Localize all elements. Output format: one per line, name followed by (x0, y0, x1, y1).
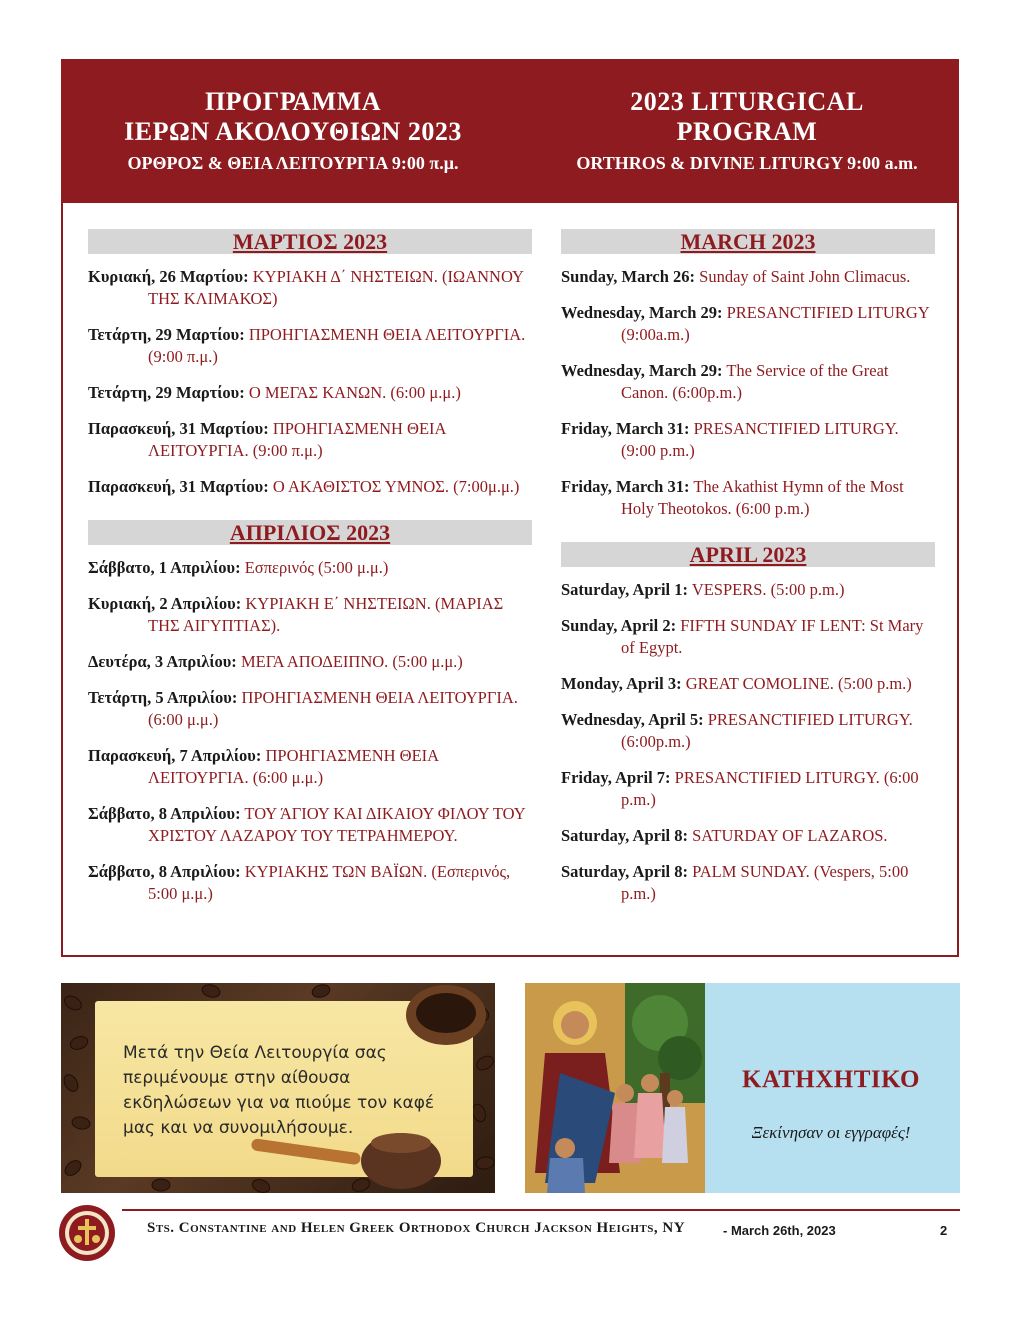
entry-event: Ο ΑΚΑΘΙΣΤΟΣ ΥΜΝΟΣ. (7:00μ.μ.) (272, 477, 520, 496)
entry-date: Σάββατο, 8 Απριλίου: (88, 862, 241, 881)
greek-march-heading: ΜΑΡΤΙΟΣ 2023 (88, 229, 532, 254)
entry-event: Εσπερινός (5:00 μ.μ.) (244, 558, 389, 577)
entry-event: ΤΟΥ ΆΓΙΟΥ ΚΑΙ ΔΙΚΑΙΟΥ ΦΙΛΟΥ ΤΟΥ ΧΡΙΣΤΟΥ ΛΑΖΑΡΟΥ ΤΟΥ ΤΕΤΡΑΗΜΕΡΟΥ. (148, 804, 526, 845)
coffee-pot-image (241, 1103, 451, 1193)
entry-date: Friday, March 31: (561, 419, 690, 438)
entry-date: Saturday, April 1: (561, 580, 688, 599)
entry-date: Σάββατο, 8 Απριλίου: (88, 804, 241, 823)
greek-column (88, 229, 532, 919)
schedule-entry (561, 302, 935, 346)
christ-with-children-icon (525, 983, 705, 1193)
greek-header-line1: ΠΡΟΓΡΑΜΜΑ (204, 87, 382, 116)
entry-event: ΠΡΟΗΓΙΑΣΜΕΝΗ ΘΕΙΑ ΛΕΙΤΟΥΡΓΙΑ. (6:00 μ.μ.) (148, 746, 439, 787)
entry-date: Wednesday, March 29: (561, 361, 723, 380)
entry-date: Monday, April 3: (561, 674, 682, 693)
english-header-line2: PROGRAM (676, 117, 818, 146)
entry-event: PRESANCTIFIED LITURGY (9:00a.m.) (621, 303, 930, 344)
entry-event: The Akathist Hymn of the Most Holy Theotokos. (6:00 p.m.) (621, 477, 904, 518)
entry-event: ΠΡΟΗΓΙΑΣΜΕΝΗ ΘΕΙΑ ΛΕΙΤΟΥΡΓΙΑ. (9:00 π.μ.) (148, 419, 446, 460)
schedule-entry (88, 593, 532, 637)
english-column (561, 229, 935, 919)
entry-date: Τετάρτη, 29 Μαρτίου: (88, 325, 245, 344)
schedule-entry (561, 825, 935, 847)
entry-date: Sunday, March 26: (561, 267, 696, 286)
schedule-entry (88, 476, 532, 498)
schedule-entry (561, 579, 935, 601)
greek-header (73, 87, 513, 177)
entry-date: Saturday, April 8: (561, 862, 688, 881)
schedule-entry (88, 861, 532, 905)
schedule-entry (88, 418, 532, 462)
schedule-entry (88, 382, 532, 404)
entry-date: Wednesday, April 5: (561, 710, 704, 729)
greek-april-heading: ΑΠΡΙΛΙΟΣ 2023 (88, 520, 532, 545)
entry-event: Sunday of Saint John Climacus. (699, 267, 911, 286)
schedule-entry (88, 745, 532, 789)
entry-event: Ο ΜΕΓΑΣ ΚΑΝΩΝ. (6:00 μ.μ.) (248, 383, 461, 402)
schedule-entry (88, 803, 532, 847)
entry-date: Παρασκευή, 31 Μαρτίου: (88, 419, 269, 438)
entry-event: ΚΥΡΙΑΚΗ Ε΄ ΝΗΣΤΕΙΩΝ. (ΜΑΡΙΑΣ ΤΗΣ ΑΙΓΥΠΤΙΑΣ). (148, 594, 504, 635)
entry-date: Friday, March 31: (561, 477, 690, 496)
entry-event: PRESANCTIFIED LITURGY. (9:00 p.m.) (621, 419, 899, 460)
entry-event: SATURDAY OF LAZAROS. (692, 826, 888, 845)
entry-event: PRESANCTIFIED LITURGY. (6:00p.m.) (621, 710, 913, 751)
catechism-title: ΚΑΤΗΧΗΤΙΚΟ (742, 1066, 920, 1093)
entry-event: PRESANCTIFIED LITURGY. (6:00 p.m.) (621, 768, 919, 809)
entry-date: Παρασκευή, 31 Μαρτίου: (88, 477, 269, 496)
schedule-entry (88, 324, 532, 368)
entry-date: Saturday, April 8: (561, 826, 688, 845)
schedule-entry (561, 476, 935, 520)
english-header-line1: 2023 LITURGICAL (630, 87, 864, 116)
schedule-entry (561, 418, 935, 462)
catechism-subtitle: Ξεκίνησαν οι εγγραφές! (751, 1123, 911, 1142)
schedule-frame (61, 59, 959, 957)
entry-event: ΚΥΡΙΑΚΗΣ ΤΩΝ ΒΑΪΩΝ. (Εσπερινός, 5:00 μ.μ.) (148, 862, 511, 903)
entry-date: Τετάρτη, 29 Μαρτίου: (88, 383, 245, 402)
church-seal-icon (57, 1203, 117, 1263)
english-april-list (561, 579, 935, 905)
entry-event: ΜΕΓΑ ΑΠΟΔΕΙΠΝΟ. (5:00 μ.μ.) (240, 652, 463, 671)
coffee-cup-image (391, 983, 495, 1063)
coffee-ad-text: Μετά την Θεία Λειτουργία σας περιμένουμε στην αίθουσα εκδηλώσεων για να πιούμε τον καφέ μας και να συνομιλήσουμε. (123, 1043, 435, 1138)
schedule-entry (561, 767, 935, 811)
entry-event: GREAT COMOLINE. (5:00 p.m.) (685, 674, 912, 693)
english-april-heading: APRIL 2023 (561, 542, 935, 567)
entry-event: The Service of the Great Canon. (6:00p.m.) (621, 361, 889, 402)
catechism-ad (525, 983, 960, 1193)
entry-date: Τετάρτη, 5 Απριλίου: (88, 688, 238, 707)
greek-header-line3: ΟΡΘΡΟΣ & ΘΕΙΑ ΛΕΙΤΟΥΡΓΙΑ 9:00 π.μ. (127, 153, 459, 173)
entry-event: FIFTH SUNDAY IF LENT: St Mary of Egypt. (621, 616, 924, 657)
page-number: 2 (940, 1223, 948, 1238)
footer-church-name: Sts. Constantine and Helen Greek Orthodox Church Jackson Heights, NY (147, 1220, 686, 1236)
entry-event: PALM SUNDAY. (Vespers, 5:00 p.m.) (621, 862, 909, 903)
entry-date: Wednesday, March 29: (561, 303, 723, 322)
entry-date: Δευτέρα, 3 Απριλίου: (88, 652, 237, 671)
schedule-entry (88, 687, 532, 731)
greek-april-list (88, 557, 532, 905)
coffee-hour-ad (61, 983, 495, 1193)
english-header-line3: ORTHROS & DIVINE LITURGY 9:00 a.m. (576, 153, 918, 173)
header-banner (63, 61, 957, 203)
entry-date: Friday, April 7: (561, 768, 671, 787)
entry-date: Σάββατο, 1 Απριλίου: (88, 558, 241, 577)
entry-event: VESPERS. (5:00 p.m.) (691, 580, 845, 599)
entry-date: Κυριακή, 2 Απριλίου: (88, 594, 242, 613)
english-march-heading: MARCH 2023 (561, 229, 935, 254)
schedule-entry (88, 266, 532, 310)
entry-date: Παρασκευή, 7 Απριλίου: (88, 746, 262, 765)
schedule-entry (561, 709, 935, 753)
schedule-entry (561, 360, 935, 404)
greek-march-list (88, 266, 532, 498)
entry-event: ΚΥΡΙΑΚΗ Δ΄ ΝΗΣΤΕΙΩΝ. (ΙΩΑΝΝΟΥ ΤΗΣ ΚΛΙΜΑΚΟΣ) (148, 267, 524, 308)
schedule-entry (561, 266, 935, 288)
footer-divider (122, 1209, 960, 1211)
entry-date: Sunday, April 2: (561, 616, 677, 635)
schedule-entry (561, 861, 935, 905)
entry-event: ΠΡΟΗΓΙΑΣΜΕΝΗ ΘΕΙΑ ΛΕΙΤΟΥΡΓΙΑ. (6:00 μ.μ.) (148, 688, 518, 729)
english-header (527, 87, 967, 177)
schedule-entry (561, 615, 935, 659)
english-march-list (561, 266, 935, 520)
entry-event: ΠΡΟΗΓΙΑΣΜΕΝΗ ΘΕΙΑ ΛΕΙΤΟΥΡΓΙΑ. (9:00 π.μ.) (148, 325, 526, 366)
schedule-entry (88, 557, 532, 579)
entry-date: Κυριακή, 26 Μαρτίου: (88, 267, 249, 286)
greek-header-line2: ΙΕΡΩΝ ΑΚΟΛΟΥΘΙΩΝ 2023 (124, 117, 462, 146)
footer-date: - March 26th, 2023 (723, 1223, 836, 1238)
schedule-entry (88, 651, 532, 673)
schedule-entry (561, 673, 935, 695)
